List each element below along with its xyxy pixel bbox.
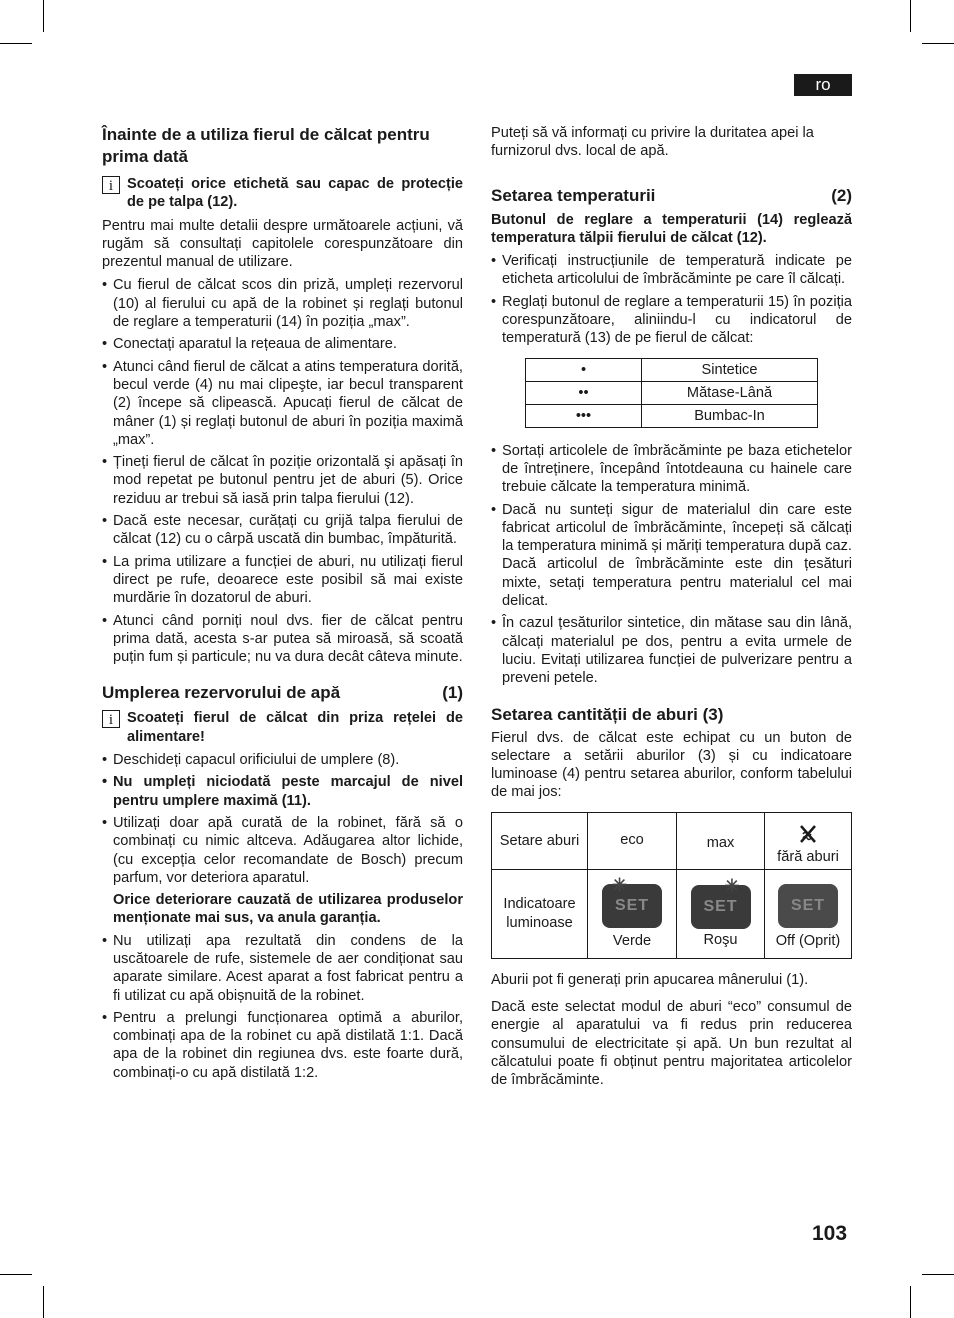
table-cell: •	[526, 358, 642, 381]
fabric-list	[491, 442, 852, 688]
warning-text: Orice deteriorare cauzată de utilizarea produselor menționate mai sus, va anula garanția.	[113, 892, 463, 927]
crop-mark	[910, 0, 911, 32]
list-item: • Utilizați doar apă curată de la robinet, fără să o combinați cu nimic altceva. Adăugarea altor lichide, (cu excepția celor recomandate de Bosch) precum parfum, vor deteriora aparatul.	[102, 814, 463, 887]
table-cell: max	[677, 812, 765, 869]
set-indicator-red: ✳ SET	[691, 885, 751, 929]
crop-mark	[43, 0, 44, 32]
language-tab: ro	[794, 74, 852, 96]
table-cell: ✳ SET Roşu	[677, 869, 765, 958]
list-item: • Dacă este necesar, curățați cu grijă talpa fierului de călcat (12) cu o cârpă uscată din bumbac, împăturită.	[102, 512, 463, 549]
no-steam-icon	[794, 822, 822, 846]
list-item: • Deschideți capacul orificiului de umplere (8).	[102, 751, 463, 769]
table-cell: Bumbac-In	[642, 404, 818, 427]
water-hardness-paragraph: Puteți să vă informați cu privire la duritatea apei la furnizorul dvs. local de apă.	[491, 125, 814, 160]
steam-table	[491, 812, 852, 959]
info-icon: i	[102, 710, 120, 728]
table-row	[492, 869, 852, 958]
section-heading-steam: Setarea cantității de aburi (3)	[491, 704, 724, 724]
table-cell: ✳ SET Verde	[588, 869, 677, 958]
list-item: • Nu umpleți niciodată peste marcajul de nivel pentru umplere maximă (11).	[102, 773, 463, 810]
table-row	[492, 812, 852, 869]
left-column	[102, 124, 463, 1082]
right-column	[491, 124, 852, 1090]
crop-mark	[0, 43, 32, 44]
crop-mark	[0, 1274, 32, 1275]
water-tank-list	[102, 751, 463, 887]
list-item: • Sortați articolele de îmbrăcăminte pe baza etichetelor de întreținere, începând întotdeauna cu hainele care trebuie călcate la temperatura minimă.	[491, 442, 852, 497]
list-item: • În cazul țesăturilor sintetice, din mătase sau din lână, călcați materialul pe dos, pentru a evita urmele de luciu. Evitați utilizarea funcției de pulverizare pentru a preveni petele.	[491, 614, 852, 687]
list-item: • Conectați aparatul la rețeaua de alimentare.	[102, 335, 463, 353]
list-item: • Nu utilizați apa rezultată din condens de la uscătoarele de rufe, sistemele de aer condiționat sau aparate similare. Acest aparat a fost fabricat pentru a fi utilizat cu apă obișnuită de la robinet.	[102, 932, 463, 1005]
set-indicator-off: SET	[778, 884, 838, 928]
table-row	[526, 404, 818, 427]
table-cell: •••	[526, 404, 642, 427]
section-heading-water-tank: Umplerea rezervorului de apă (1)	[102, 683, 463, 703]
temperature-list	[491, 252, 852, 347]
list-item: • Țineți fierul de călcat în poziție orizontală şi apăsați în mod repetat pe butonul pentru jet de aburi (5). Orice reziduu ar trebui să iasă prin talpa fierului (12).	[102, 453, 463, 508]
table-cell: Sintetice	[642, 358, 818, 381]
table-cell: fără aburi	[765, 812, 852, 869]
light-glow-icon: ✳	[612, 874, 629, 895]
info-icon: i	[102, 176, 120, 194]
table-cell: Setare aburi	[492, 812, 588, 869]
crop-mark	[922, 43, 954, 44]
table-cell: eco	[588, 812, 677, 869]
table-cell: Mătase-Lână	[642, 381, 818, 404]
temperature-intro: Butonul de reglare a temperaturii (14) reglează temperatura tălpii fierului de călcat (12).	[491, 211, 852, 246]
eco-paragraph: Dacă este selectat modul de aburi “eco” consumul de energie al aparatului va fi redus prin reducerea consumului de electricitate și apă. Un bun rezultat al călcatului poate fi obținut pentru majoritatea articolelor de îmbrăcăminte.	[491, 999, 852, 1089]
page-number: 103	[812, 1222, 848, 1245]
list-item: • Atunci când porniți noul dvs. fier de călcat pentru prima dată, acesta s-ar putea să miroasă, să scoată puțin fum și particule; nu va dura decât câteva minute.	[102, 612, 463, 667]
info-note: i Scoateți orice etichetă sau capac de protecție de pe talpa (12).	[102, 175, 463, 212]
table-row	[526, 381, 818, 404]
list-item: • Verificați instrucțiunile de temperatură indicate pe eticheta articolului de îmbrăcăminte pe care îl călcați.	[491, 252, 852, 289]
first-use-list	[102, 276, 463, 666]
list-item: • La prima utilizare a funcției de aburi, nu utilizați fierul direct pe rufe, deoarece este posibil să mai existe murdărie în dozatorul de aburi.	[102, 553, 463, 608]
set-indicator-green: ✳ SET	[602, 884, 662, 928]
light-glow-icon: ✳	[724, 875, 741, 896]
steam-note: Aburii pot fi generați prin apucarea mânerului (1).	[491, 971, 809, 988]
table-row	[526, 358, 818, 381]
crop-mark	[43, 1286, 44, 1318]
intro-paragraph: Pentru mai multe detalii despre următoarele acțiuni, vă rugăm să consultați capitolele corespunzătoare din prezentul manual de utilizare.	[102, 217, 463, 271]
crop-mark	[910, 1286, 911, 1318]
section-heading-temperature: Setarea temperaturii (2)	[491, 185, 852, 205]
list-item: • Reglați butonul de reglare a temperaturii 15) în poziția corespunzătoare, aliniindu-l cu indicatorul de temperatură (13) de pe fierul de călcat:	[491, 293, 852, 348]
temperature-table	[525, 358, 818, 428]
table-cell: SET Off (Oprit)	[765, 869, 852, 958]
list-item: • Pentru a prelungi funcționarea optimă a aburilor, combinați apa de la robinet cu apă distilată 1:1. Dacă apa de la robinet din regiunea dvs. este foarte dură, combinați-o cu apă distilată 1:2.	[102, 1009, 463, 1082]
table-cell: Indicatoare luminoase	[492, 869, 588, 958]
water-tank-list-2	[102, 932, 463, 1082]
list-item: • Dacă nu sunteți sigur de materialul din care este fabricat articolul de îmbrăcăminte, începeți să călcați la temperatura minimă și măriți temperatura după caz. Dacă articolul de îmbrăcăminte este din țesături mixte, setați temperatura pentru materialul cel mai delicat.	[491, 501, 852, 611]
crop-mark	[922, 1274, 954, 1275]
steam-intro: Fierul dvs. de călcat este echipat cu un buton de selectare a setării aburilor (3) și cu indicatoare luminoase (4) pentru setarea aburilor, conform tabelului de mai jos:	[491, 729, 852, 801]
table-cell: ••	[526, 381, 642, 404]
list-item: • Cu fierul de călcat scos din priză, umpleți rezervorul (10) al fierului cu apă de la robinet și reglați butonul de reglare a temperaturii (14) în poziția „max”.	[102, 276, 463, 331]
section-heading-first-use: Înainte de a utiliza fierul de călcat pentru prima dată	[102, 125, 430, 166]
list-item: • Atunci când fierul de călcat a atins temperatura dorită, becul verde (4) nu mai clipeşte, iar becul transparent (2) începe să clipească. Apucați fierul de călcat de mâner (1) și reglați butonul de aburi în poziția maximă „max”.	[102, 358, 463, 449]
info-note: i Scoateți fierul de călcat din priza rețelei de alimentare!	[102, 709, 463, 746]
